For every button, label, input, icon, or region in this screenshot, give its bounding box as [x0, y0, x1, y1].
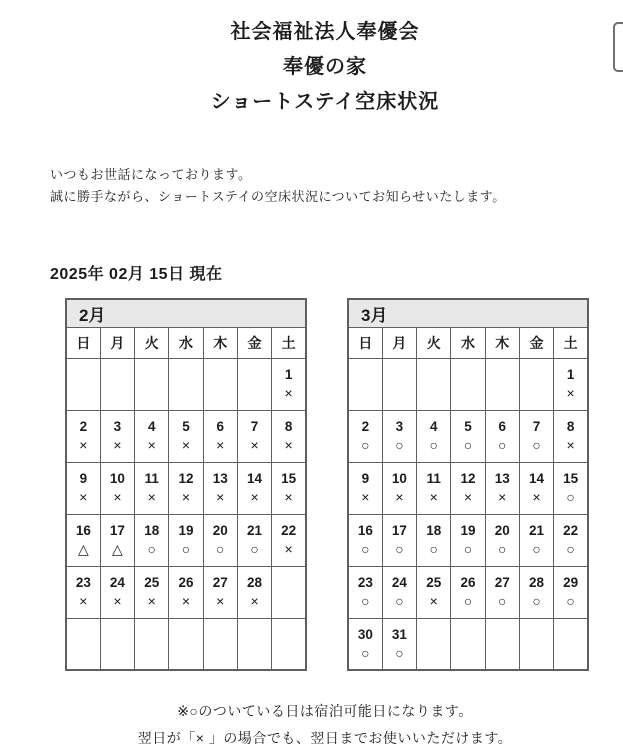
day-number: 25: [144, 574, 160, 590]
day-number: 11: [426, 470, 441, 486]
availability-mark: ×: [284, 488, 293, 505]
availability-mark: ×: [216, 488, 225, 505]
weekday-header: 水: [451, 327, 485, 358]
day-cell: [135, 462, 169, 514]
day-number: 19: [178, 522, 194, 538]
availability-mark: ○: [566, 540, 575, 557]
day-number: 5: [464, 418, 472, 434]
day-number: 15: [281, 470, 297, 486]
availability-mark: ×: [361, 488, 370, 505]
empty-day-cell: [203, 618, 237, 670]
availability-mark: ○: [395, 436, 404, 453]
day-cell: [348, 410, 382, 462]
day-number: 23: [357, 574, 373, 590]
day-number: 6: [498, 418, 507, 434]
day-number: 26: [178, 574, 194, 590]
day-cell: [272, 462, 306, 514]
day-number: 14: [247, 470, 263, 486]
availability-mark: ×: [498, 488, 507, 505]
day-cell: [203, 462, 237, 514]
day-number: 10: [391, 470, 407, 486]
day-cell: [272, 358, 306, 410]
day-cell: [485, 410, 519, 462]
day-number: 27: [212, 574, 228, 590]
empty-day-cell: [203, 358, 237, 410]
availability-mark: ×: [284, 384, 293, 401]
empty-day-cell: [66, 618, 100, 670]
empty-day-cell: [451, 358, 485, 410]
day-cell: [348, 618, 382, 670]
empty-day-cell: [519, 358, 553, 410]
day-cell: [348, 514, 382, 566]
month-label: 2月: [66, 299, 306, 327]
day-number: 19: [460, 522, 476, 538]
facility-name: 奉優の家: [283, 56, 367, 78]
availability-mark: ○: [429, 540, 438, 557]
weekday-header: 日: [348, 327, 382, 358]
empty-day-cell: [135, 358, 169, 410]
availability-mark: ×: [532, 488, 541, 505]
day-number: 2: [79, 418, 88, 434]
day-number: 20: [494, 522, 510, 538]
availability-mark: ○: [216, 540, 225, 557]
day-cell: [485, 566, 519, 618]
day-number: 9: [361, 470, 370, 486]
day-cell: [100, 410, 134, 462]
empty-day-cell: [100, 358, 134, 410]
day-number: 2: [361, 418, 370, 434]
day-number: 4: [147, 418, 156, 434]
weekday-header: 月: [382, 327, 416, 358]
availability-mark: ×: [79, 592, 88, 609]
day-number: 21: [247, 522, 263, 538]
weekday-header: 火: [417, 327, 451, 358]
day-cell: [169, 462, 203, 514]
day-number: 22: [281, 522, 297, 538]
day-cell: [135, 566, 169, 618]
availability-mark: ○: [361, 540, 370, 557]
day-number: 5: [182, 418, 190, 434]
day-cell: [100, 566, 134, 618]
day-number: 9: [79, 470, 88, 486]
day-cell: [237, 462, 271, 514]
availability-mark: ×: [147, 592, 156, 609]
day-number: 8: [284, 418, 293, 434]
day-number: 16: [75, 522, 91, 538]
empty-day-cell: [272, 566, 306, 618]
availability-mark: ○: [498, 540, 507, 557]
day-cell: [348, 462, 382, 514]
day-number: 27: [494, 574, 510, 590]
availability-mark: ×: [216, 592, 225, 609]
calendar-february: [65, 298, 307, 671]
empty-day-cell: [382, 358, 416, 410]
day-cell: [203, 514, 237, 566]
document-header: [27, 15, 623, 120]
day-cell: [554, 566, 588, 618]
day-cell: [485, 514, 519, 566]
day-cell: [382, 462, 416, 514]
weekday-header: 金: [237, 327, 271, 358]
availability-mark: ○: [566, 592, 575, 609]
day-cell: [348, 566, 382, 618]
day-cell: [519, 514, 553, 566]
availability-mark: ×: [566, 436, 575, 453]
day-number: 18: [426, 522, 442, 538]
availability-mark: ×: [284, 540, 293, 557]
day-cell: [417, 566, 451, 618]
document-title: ショートステイ空床状況: [210, 91, 440, 113]
empty-day-cell: [485, 358, 519, 410]
availability-mark: ○: [361, 436, 370, 453]
empty-day-cell: [237, 358, 271, 410]
greeting-line-1: いつもお世話になっております。: [50, 167, 252, 182]
availability-mark: ○: [147, 540, 156, 557]
day-cell: [135, 514, 169, 566]
empty-day-cell: [485, 618, 519, 670]
day-number: 24: [109, 574, 125, 590]
day-number: 20: [212, 522, 228, 538]
day-cell: [66, 410, 100, 462]
day-cell: [417, 410, 451, 462]
day-number: 12: [178, 470, 194, 486]
empty-day-cell: [554, 618, 588, 670]
availability-mark: ×: [429, 488, 438, 505]
day-cell: [135, 410, 169, 462]
availability-mark: ○: [429, 436, 438, 453]
day-cell: [272, 514, 306, 566]
day-cell: [519, 566, 553, 618]
weekday-header: 日: [66, 327, 100, 358]
availability-mark: ○: [395, 540, 404, 557]
availability-mark: ×: [566, 384, 575, 401]
availability-mark: ×: [113, 436, 122, 453]
day-number: 14: [529, 470, 545, 486]
day-number: 28: [247, 574, 263, 590]
weekday-header: 土: [554, 327, 588, 358]
day-number: 24: [391, 574, 407, 590]
note-line-2: 翌日が「× 」の場合でも、翌日までお使いいただけます。: [137, 730, 513, 746]
day-number: 13: [494, 470, 510, 486]
greeting-line-2: 誠に勝手ながら、ショートステイの空床状況についてお知らせいたします。: [50, 189, 506, 204]
day-number: 21: [529, 522, 545, 538]
availability-mark: ○: [532, 436, 541, 453]
day-cell: [382, 410, 416, 462]
availability-mark: ○: [463, 592, 473, 609]
weekday-header: 金: [519, 327, 553, 358]
availability-mark: ×: [79, 436, 88, 453]
day-cell: [451, 410, 485, 462]
empty-day-cell: [169, 358, 203, 410]
day-number: 17: [391, 522, 407, 538]
availability-mark: ○: [463, 540, 473, 557]
availability-mark: ×: [181, 592, 191, 609]
weekday-header: 水: [169, 327, 203, 358]
day-cell: [554, 462, 588, 514]
day-number: 18: [144, 522, 160, 538]
day-cell: [169, 566, 203, 618]
day-cell: [237, 410, 271, 462]
availability-mark: ○: [395, 592, 404, 609]
availability-mark: ○: [463, 436, 473, 453]
availability-mark: ○: [566, 488, 575, 505]
day-cell: [272, 410, 306, 462]
day-number: 22: [563, 522, 579, 538]
note-line-1: ※○のついている日は宿泊可能日になります。: [177, 703, 473, 719]
day-cell: [169, 410, 203, 462]
availability-mark: ×: [113, 592, 122, 609]
availability-mark: ×: [429, 592, 438, 609]
availability-mark: ×: [250, 488, 259, 505]
day-number: 15: [563, 470, 579, 486]
availability-mark: ○: [250, 540, 259, 557]
availability-mark: ×: [250, 436, 259, 453]
day-cell: [451, 566, 485, 618]
calendars-row: [65, 298, 589, 671]
availability-mark: ×: [147, 488, 156, 505]
availability-mark: ×: [113, 488, 122, 505]
day-cell: [554, 410, 588, 462]
day-number: 7: [532, 418, 541, 434]
availability-mark: ×: [250, 592, 259, 609]
empty-day-cell: [417, 618, 451, 670]
day-cell: [237, 514, 271, 566]
day-cell: [485, 462, 519, 514]
day-cell: [382, 618, 416, 670]
day-number: 29: [563, 574, 579, 590]
empty-day-cell: [519, 618, 553, 670]
availability-mark: ×: [181, 436, 191, 453]
day-cell: [66, 462, 100, 514]
empty-day-cell: [348, 358, 382, 410]
day-cell: [417, 462, 451, 514]
day-number: 4: [429, 418, 438, 434]
availability-mark: ○: [361, 644, 370, 661]
month-label: 3月: [348, 299, 588, 327]
availability-mark: △: [78, 540, 89, 557]
day-number: 1: [566, 366, 575, 382]
day-cell: [382, 566, 416, 618]
day-cell: [169, 514, 203, 566]
empty-day-cell: [135, 618, 169, 670]
availability-mark: ○: [361, 592, 370, 609]
weekday-header: 木: [203, 327, 237, 358]
availability-mark: ○: [395, 644, 404, 661]
availability-mark: ○: [181, 540, 191, 557]
as-of-date: 2025年 02月 15日 現在: [50, 266, 223, 283]
availability-mark: ×: [284, 436, 293, 453]
day-number: 8: [566, 418, 575, 434]
day-number: 25: [426, 574, 442, 590]
day-cell: [100, 514, 134, 566]
empty-day-cell: [417, 358, 451, 410]
empty-day-cell: [100, 618, 134, 670]
day-cell: [554, 514, 588, 566]
day-number: 10: [109, 470, 125, 486]
greeting-text: [50, 164, 506, 208]
day-number: 30: [357, 626, 373, 642]
day-cell: [237, 566, 271, 618]
weekday-header: 月: [100, 327, 134, 358]
day-number: 31: [391, 626, 407, 642]
availability-mark: ○: [532, 592, 541, 609]
day-number: 12: [460, 470, 476, 486]
availability-mark: ×: [79, 488, 88, 505]
day-number: 7: [250, 418, 259, 434]
day-cell: [100, 462, 134, 514]
day-number: 26: [460, 574, 476, 590]
availability-mark: ○: [532, 540, 541, 557]
day-cell: [417, 514, 451, 566]
day-cell: [203, 410, 237, 462]
availability-mark: ×: [395, 488, 404, 505]
day-number: 6: [216, 418, 225, 434]
day-cell: [451, 462, 485, 514]
day-number: 13: [212, 470, 228, 486]
day-cell: [382, 514, 416, 566]
availability-mark: ○: [498, 592, 507, 609]
day-cell: [519, 410, 553, 462]
day-number: 3: [113, 418, 122, 434]
day-cell: [451, 514, 485, 566]
calendar-march: [347, 298, 589, 671]
day-cell: [66, 566, 100, 618]
empty-day-cell: [237, 618, 271, 670]
availability-mark: ×: [147, 436, 156, 453]
empty-day-cell: [272, 618, 306, 670]
day-number: 1: [284, 366, 293, 382]
day-number: 23: [75, 574, 91, 590]
day-number: 28: [529, 574, 545, 590]
empty-day-cell: [169, 618, 203, 670]
availability-mark: ×: [181, 488, 191, 505]
organization-name: 社会福祉法人奉優会: [230, 21, 420, 43]
day-cell: [554, 358, 588, 410]
day-number: 3: [395, 418, 404, 434]
weekday-header: 木: [485, 327, 519, 358]
day-number: 17: [109, 522, 125, 538]
availability-mark: ×: [216, 436, 225, 453]
empty-day-cell: [451, 618, 485, 670]
availability-mark: △: [112, 540, 123, 557]
footer-notes: [27, 698, 623, 752]
weekday-header: 土: [272, 327, 306, 358]
day-number: 16: [357, 522, 373, 538]
day-number: 11: [144, 470, 159, 486]
day-cell: [519, 462, 553, 514]
availability-mark: ○: [498, 436, 507, 453]
day-cell: [203, 566, 237, 618]
availability-mark: ×: [463, 488, 473, 505]
day-cell: [66, 514, 100, 566]
empty-day-cell: [66, 358, 100, 410]
weekday-header: 火: [135, 327, 169, 358]
